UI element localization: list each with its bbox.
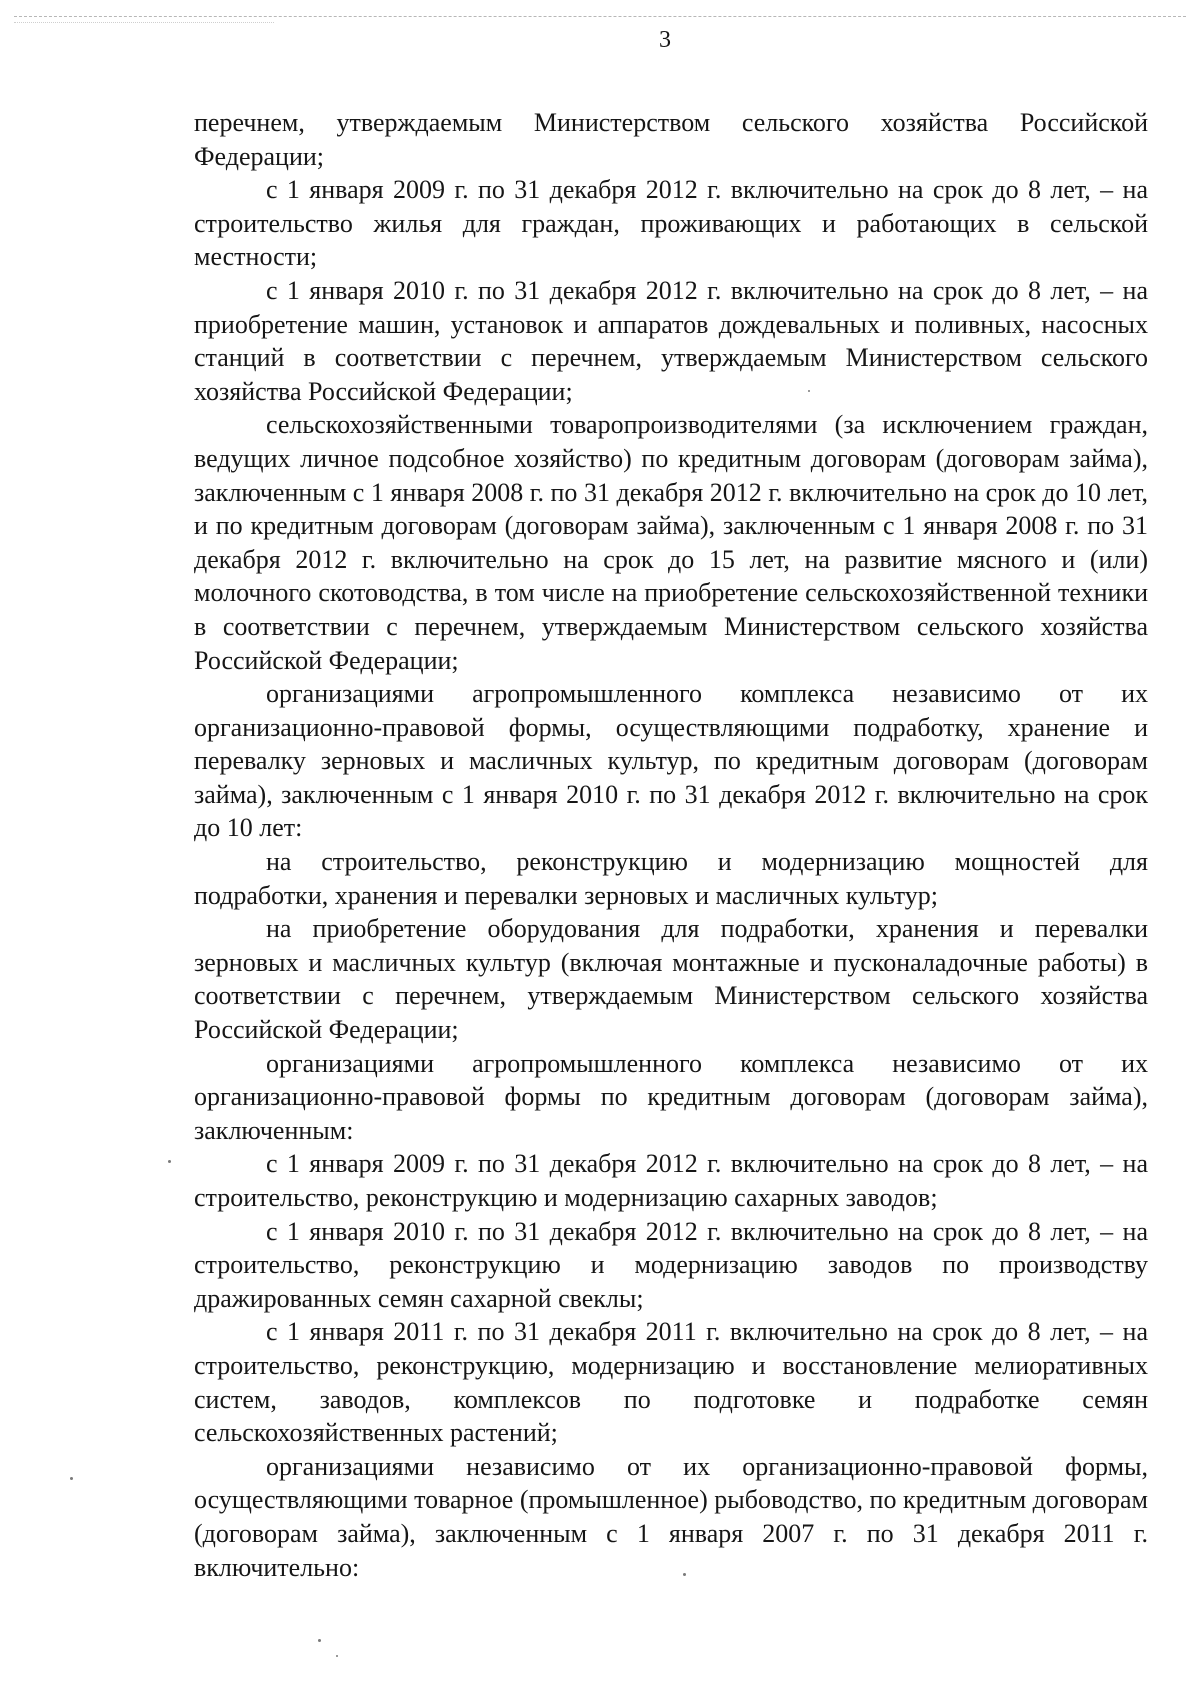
paragraph: организациями независимо от их организационно-правовой формы, осуществляющими товарное (промышленное) рыбоводство, по кредитным договорам (договорам займа), заключенным с 1 января 2007 г. по 31 декабря 2011 г. включительно:	[194, 1451, 1148, 1582]
scan-edge-mark	[14, 22, 274, 23]
scan-speck	[336, 1655, 338, 1657]
scan-edge-line	[14, 16, 1186, 17]
paragraph: на приобретение оборудования для подработки, хранения и перевалки зерновых и масличных культур (включая монтажные и пусконаладочные работы) в соответствии с перечнем, утверждаемым Министерством сельского хозяйства Российской Федерации;	[194, 914, 1148, 1045]
paragraph: с 1 января 2009 г. по 31 декабря 2012 г. включительно на срок до 8 лет, – на строительство жилья для граждан, проживающих и работающих в сельской местности;	[194, 175, 1148, 272]
page-number: 3	[659, 27, 671, 53]
paragraph: сельскохозяйственными товаропроизводителями (за исключением граждан, ведущих личное подсобное хозяйство) по кредитным договорам (договорам займа), заключенным с 1 января 2008 г. по 31 декабря 2012 г. включительно на срок до 10 лет, и по кредитным договорам (договорам займа), заключенным с 1 января 2008 г. по 31 декабря 2012 г. включительно на срок до 15 лет, на развитие мясного и (или) молочного скотоводства, в том числе на приобретение сельскохозяйственной техники в соответствии с перечнем, утверждаемым Министерством сельского хозяйства Российской Федерации;	[194, 410, 1148, 675]
paragraph: организациями агропромышленного комплекса независимо от их организационно-правовой формы, осуществляющими подработку, хранение и перевалку зерновых и масличных культур, по кредитным договорам (договорам займа), заключенным с 1 января 2010 г. по 31 декабря 2012 г. включительно на срок до 10 лет:	[194, 679, 1148, 843]
paragraph: с 1 января 2010 г. по 31 декабря 2012 г. включительно на срок до 8 лет, – на приобретение машин, установок и аппаратов дождевальных и поливных, насосных станций в соответствии с перечнем, утверждаемым Министерством сельского хозяйства Российской Федерации;	[194, 275, 1148, 406]
scan-speck	[70, 1477, 73, 1480]
paragraph: с 1 января 2011 г. по 31 декабря 2011 г. включительно на срок до 8 лет, – на строительство, реконструкцию, модернизацию и восстановление мелиоративных систем, заводов, комплексов по подготовке и подработке семян сельскохозяйственных растений;	[194, 1317, 1148, 1448]
paragraph: перечнем, утверждаемым Министерством сельского хозяйства Российской Федерации;	[194, 108, 1148, 171]
scan-speck	[318, 1639, 321, 1642]
paragraph: с 1 января 2009 г. по 31 декабря 2012 г. включительно на срок до 8 лет, – на строительство, реконструкцию и модернизацию сахарных заводов;	[194, 1149, 1148, 1212]
document-body	[194, 106, 1148, 1584]
paragraph: с 1 января 2010 г. по 31 декабря 2012 г. включительно на срок до 8 лет, – на строительство, реконструкцию и модернизацию заводов по производству дражированных семян сахарной свеклы;	[194, 1216, 1148, 1313]
paragraph: организациями агропромышленного комплекса независимо от их организационно-правовой формы по кредитным договорам (договорам займа), заключенным:	[194, 1048, 1148, 1145]
scan-speck	[683, 1573, 686, 1576]
scan-speck	[168, 1160, 171, 1163]
scan-speck	[808, 390, 810, 392]
paragraph: на строительство, реконструкцию и модернизацию мощностей для подработки, хранения и перевалки зерновых и масличных культур;	[194, 847, 1148, 910]
